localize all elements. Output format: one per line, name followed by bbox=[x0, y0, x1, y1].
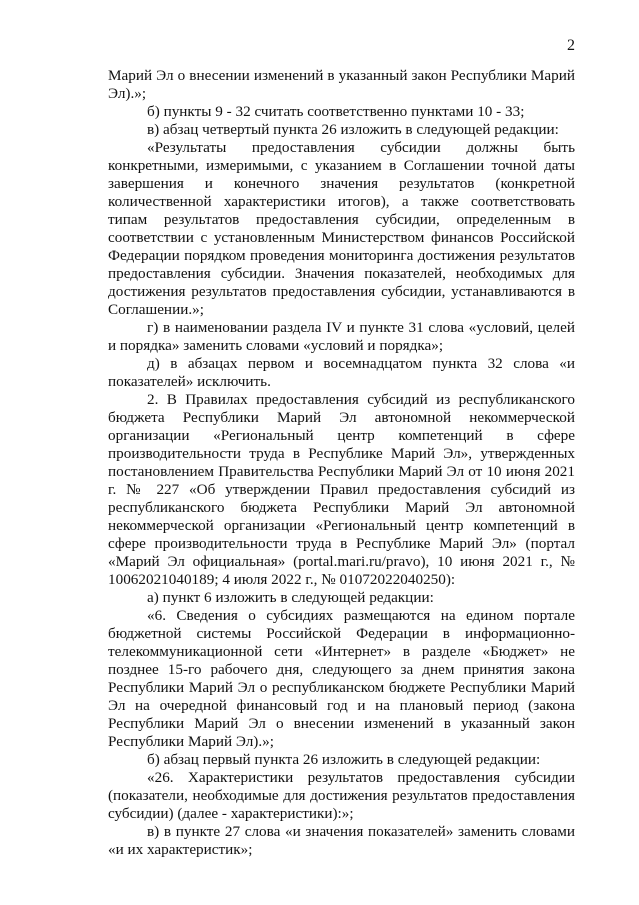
paragraph: б) абзац первый пункта 26 изложить в следующей редакции: bbox=[147, 751, 541, 768]
paragraph: Марий Эл о внесении изменений в указанный закон Республики Марий Эл).»; bbox=[108, 67, 575, 102]
paragraph: б) пункты 9 - 32 считать соответственно пунктами 10 - 33; bbox=[147, 103, 525, 120]
paragraph: в) абзац четвертый пункта 26 изложить в следующей редакции: bbox=[147, 121, 559, 138]
paragraph: г) в наименовании раздела IV и пункте 31 слова «условий, целей и порядка» заменить словами «условий и порядка»; bbox=[108, 319, 575, 354]
page-number: 2 bbox=[567, 37, 575, 54]
paragraph: «26. Характеристики результатов предоставления субсидии (показатели, необходимые для достижения результатов предоставления субсидии) (далее - характеристики):»; bbox=[108, 769, 575, 822]
paragraph: «6. Сведения о субсидиях размещаются на едином портале бюджетной системы Российской Федерации в информационно-телекоммуникационной сети «Интернет» в разделе «Бюджет» не позднее 15-го рабочего дня, следующего за днем принятия закона Республики Марий Эл о республиканском бюджете Республики Марий Эл на очередной финансовый год и на плановый период (закона Республики Марий Эл о внесении изменений в указанный закон Республики Марий Эл).»; bbox=[108, 607, 575, 750]
paragraph: в) в пункте 27 слова «и значения показателей» заменить словами «и их характеристик»; bbox=[108, 823, 575, 858]
paragraph: д) в абзацах первом и восемнадцатом пункта 32 слова «и показателей» исключить. bbox=[108, 355, 575, 390]
paragraph: «Результаты предоставления субсидии должны быть конкретными, измеримыми, с указанием в Соглашении точной даты завершения и конечного значения результатов (конкретной количественной характеристики итогов), а также соответствовать типам результатов предоставления субсидии, определенным в соответствии с установленным Министерством финансов Российской Федерации порядком проведения мониторинга достижения результатов предоставления субсидии. Значения показателей, необходимых для достижения результатов предоставления субсидии, устанавливаются в Соглашении.»; bbox=[108, 139, 575, 318]
paragraph: а) пункт 6 изложить в следующей редакции: bbox=[147, 589, 434, 606]
document-body bbox=[108, 67, 575, 859]
paragraph: 2. В Правилах предоставления субсидий из республиканского бюджета Республики Марий Эл автономной некоммерческой организации «Региональный центр компетенций в сфере производительности труда в Республике Марий Эл», утвержденных постановлением Правительства Республики Марий Эл от 10 июня 2021 г. № 227 «Об утверждении Правил предоставления субсидий из республиканского бюджета Республики Марий Эл автономной некоммерческой организации «Региональный центр компетенций в сфере производительности труда в Республике Марий Эл» (портал «Марий Эл официальная» (portal.mari.ru/pravo), 10 июня 2021 г., № 10062021040189; 4 июля 2022 г., № 01072022040250): bbox=[108, 391, 575, 588]
